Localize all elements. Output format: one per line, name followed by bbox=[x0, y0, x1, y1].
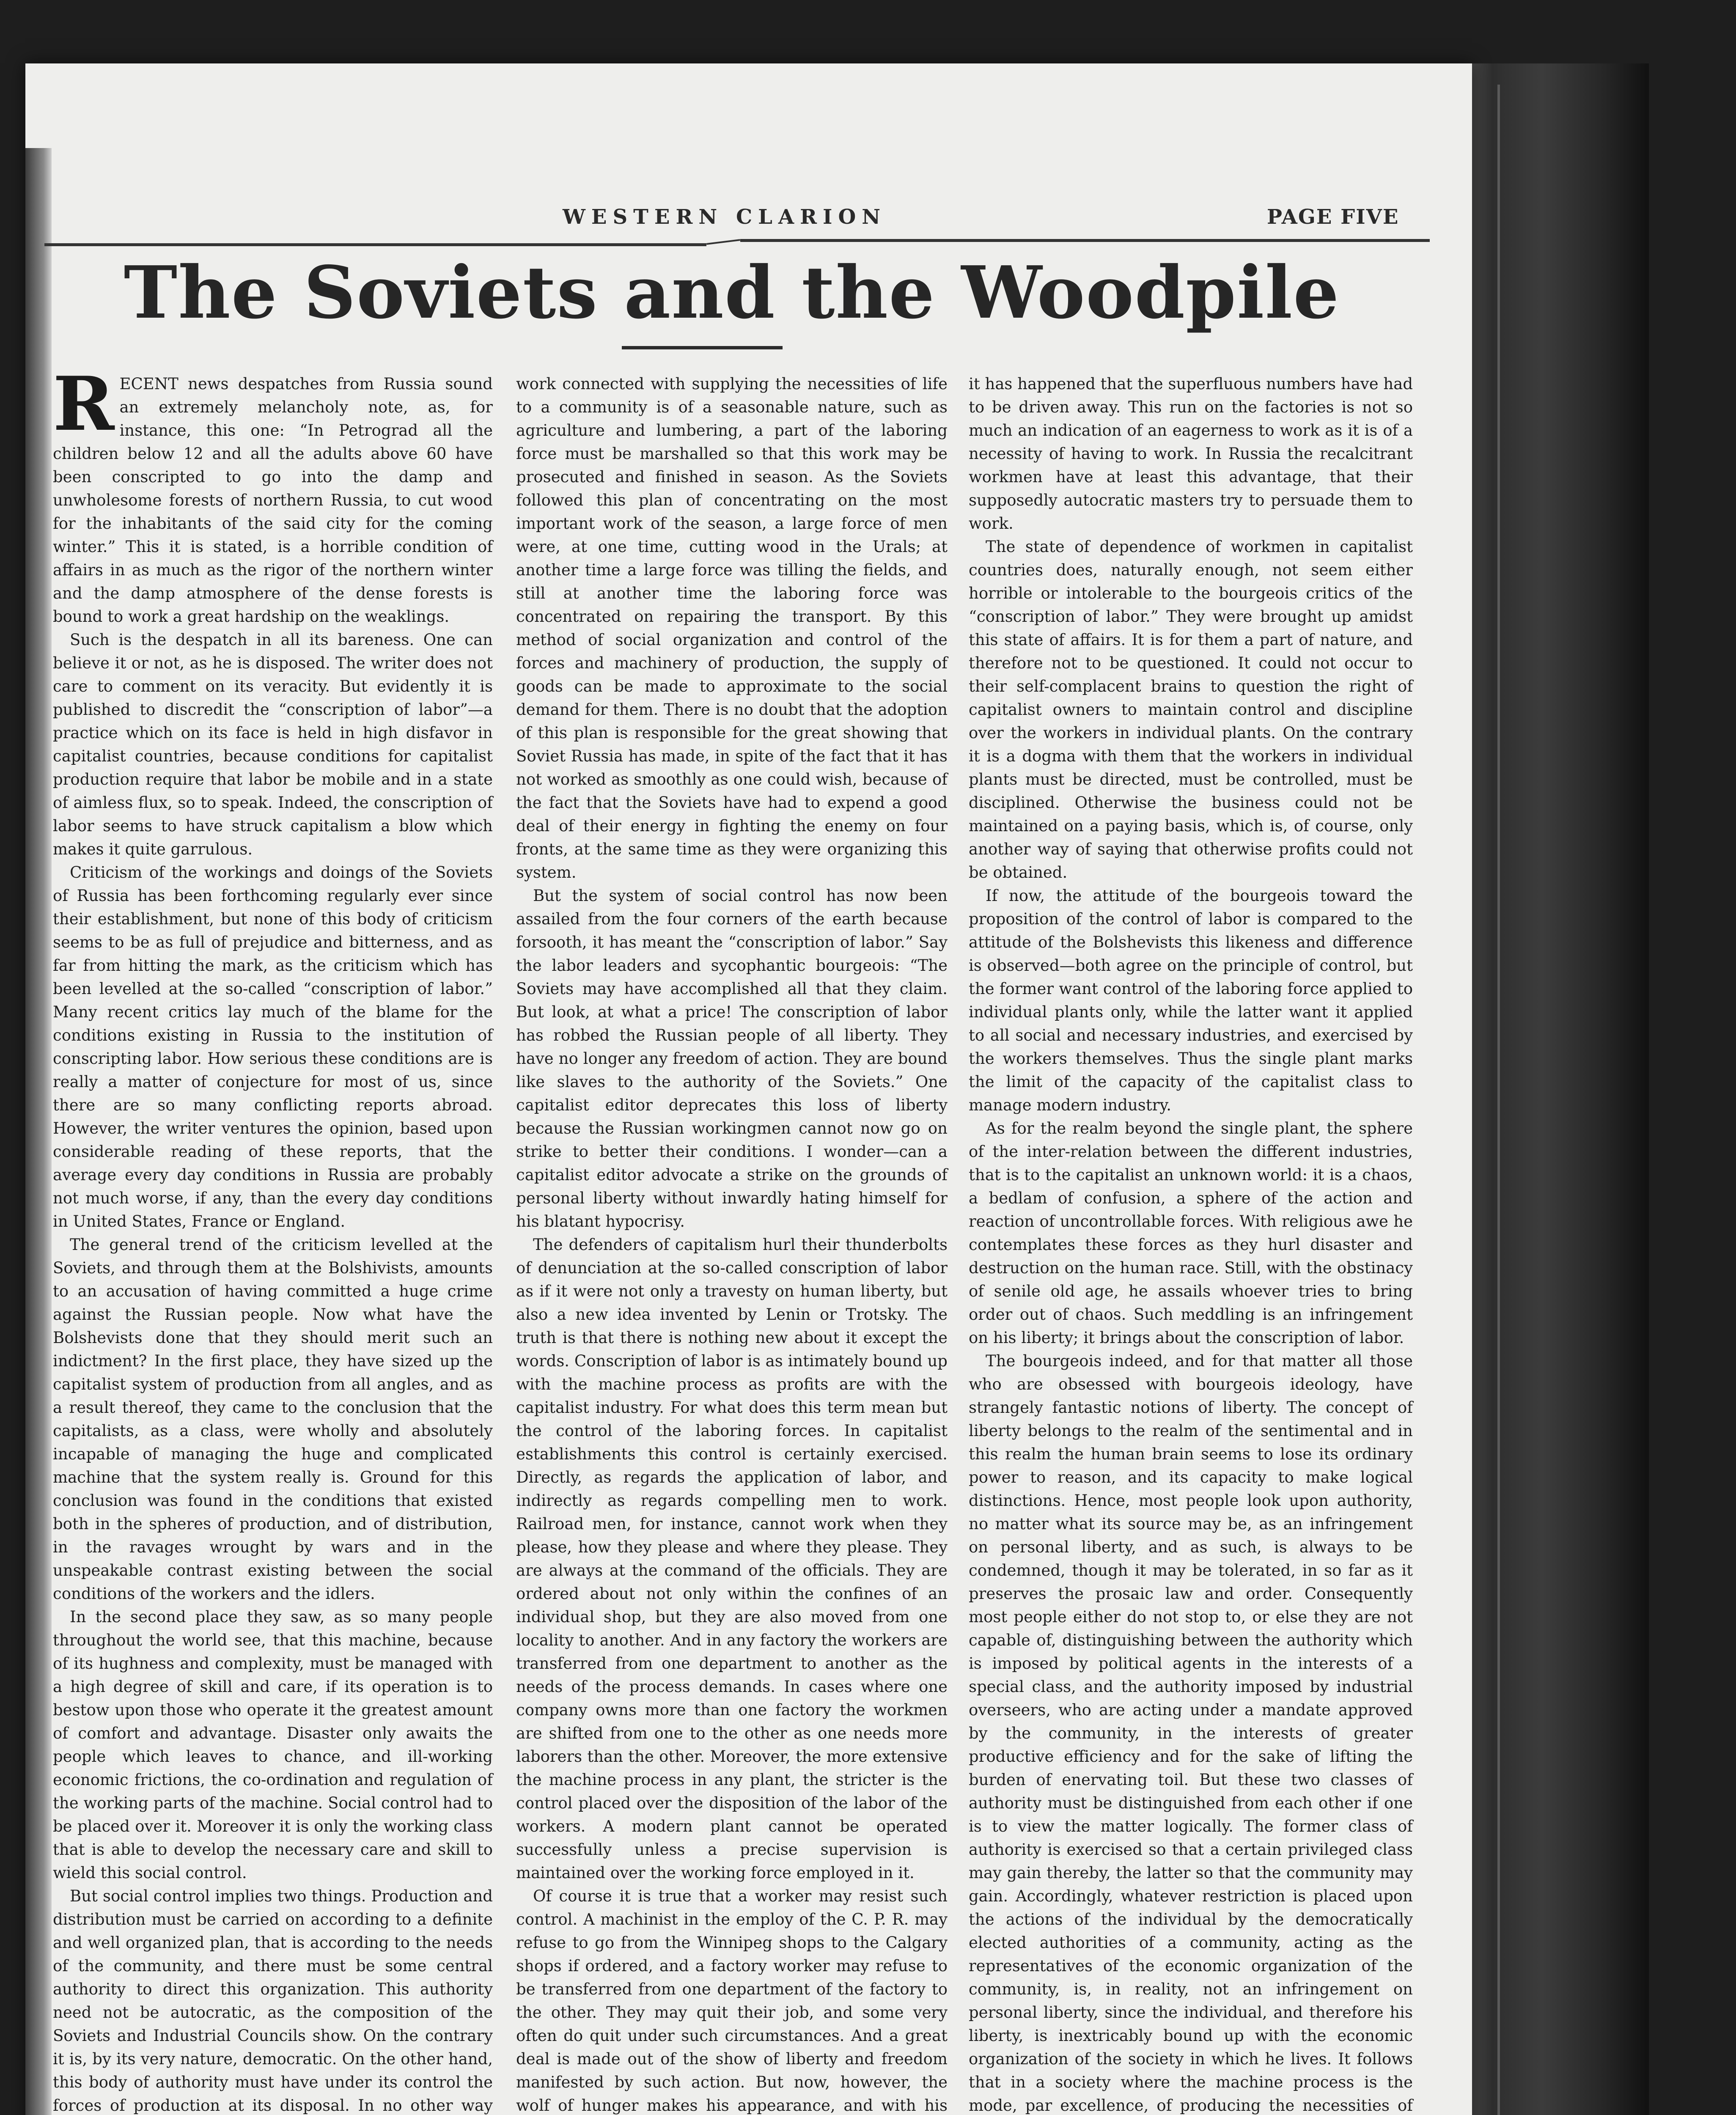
paragraph: Criticism of the workings and doings of the Soviets of Russia has been forthcoming regularly ever since their establishment, but none of this body of criticism seems to be as full of prejudice and bitterness, and as far from hitting the mark, as the criticism which has been levelled at the so-called “conscription of labor.” Many recent critics lay much of the blame for the conditions existing in Russia to the institution of conscripting labor. How serious these conditions are is really a matter of conjecture for most of us, since there are so many conflicting reports abroad. However, the writer ventures the opinion, based upon considerable reading of these reports, that the average every day conditions in Russia are probably not much worse, if any, than the every day conditions in United States, France or England. bbox=[53, 863, 493, 1231]
newspaper-page bbox=[25, 63, 1472, 2115]
paragraph: If now, the attitude of the bourgeois toward the proposition of the control of labor is compared to the attitude of the Bolshevists this likeness and difference is observed—both agree on the principle of control, but the former want control of the laboring force applied to individual plants only, while the latter want it applied to all social and necessary industries, and exercised by the workers themselves. Thus the single plant marks the limit of the capacity of the capitalist class to manage modern industry. bbox=[969, 887, 1413, 1114]
article-column-2 bbox=[516, 372, 948, 2115]
header-rule-join bbox=[706, 239, 740, 245]
paragraph: The bourgeois indeed, and for that matter all those who are obsessed with bourgeois ideology, have strangely fantastic notions of liberty. The concept of liberty belongs to the realm of the sentimental and in this realm the human brain seems to lose its ordinary power to reason, and its capacity to make logical distinctions. Hence, most people look upon authority, no matter what its source may be, as an infringement on personal liberty, and as such, is always to be condemned, though it may be tolerated, in so far as it preserves the prosaic law and order. Consequently most people either do not stop to, or else they are not capable of, distinguishing between the authority which is imposed by political agents in the interests of a special class, and the authority imposed by industrial overseers, who are acting under a mandate approved by the community, in the interests of greater productive efficiency and for the sake of lifting the burden of enervating toil. But these two classes of authority must be distinguished from each other if one is to view the matter logically. The former class of authority is exercised so that a certain privileged class may gain thereby, the latter so that the community may gain. Accordingly, whatever restriction is placed upon the actions of the individual by the democratically elected authorities of a community, acting as the representatives of the economic organization of the community, is, in reality, not an infringement on personal liberty, since the individual, and therefore his liberty, is inextricably bound up with the economic organization of the society in which he lives. It follows that in a society where the machine process is the mode, par excellence, of producing the necessities of bbox=[969, 1352, 1413, 2115]
paragraph: it has happened that the superfluous numbers have had to be driven away. This run on the factories is not so much an indication of an eagerness to work as it is of a necessity of having to work. In Russia the recalcitrant workmen have at least this advantage, that their supposedly autocratic masters try to persuade them to work. bbox=[969, 375, 1413, 533]
paragraph: Of course it is true that a worker may resist such control. A machinist in the employ of the C. P. R. may refuse to go from the Winnipeg shops to the Calgary shops if ordered, and a factory worker may refuse to be transferred from one department of the factory to the other. They may quit their job, and some very often do quit under such circumstances. And a great deal is made out of the show of liberty and freedom manifested by such action. But now, however, the wolf of hunger makes his appearance, and with his bbox=[516, 1887, 948, 2115]
header-rule-left bbox=[44, 243, 706, 246]
masthead-title: WESTERN CLARION bbox=[563, 205, 887, 229]
binding-edge bbox=[1497, 85, 1500, 2115]
paragraph: work connected with supplying the necessities of life to a community is of a seasonable nature, such as agriculture and lumbering, a part of the laboring force must be marshalled so that this work may be prosecuted and finished in season. As the Soviets followed this plan of concentrating on the most important work of the season, a large force of men were, at one time, cutting wood in the Urals; at another time a large force was tilling the fields, and still at another time the laboring force was concentrated on repairing the transport. By this method of social organization and control of the forces and machinery of production, the supply of goods can be made to approximate to the social demand for them. There is no doubt that the adoption of this plan is responsible for the great showing that Soviet Russia has made, in spite of the fact that it has not worked as smoothly as one could wish, because of the fact that the Soviets have had to expend a good deal of their energy in fighting the enemy on four fronts, at the same time as they were organizing this system. bbox=[516, 375, 948, 882]
paragraph-text: news despatches from Russia sound an extremely melancholy note, as, for instance, this one: “In Petrograd all the children below 12 and all the adults above 60 have been conscripted to go into the damp and unwholesome forests of northern Russia, to cut wood for the inhabitants of the said city for the coming winter.” This it is stated, is a horrible condition of affairs in as much as the rigor of the northern winter and the damp atmosphere of the dense forests is bound to work a great hardship on the weaklings. bbox=[53, 375, 493, 626]
article-headline: The Soviets and the Woodpile bbox=[124, 250, 1340, 335]
article-column-1 bbox=[53, 361, 493, 2115]
page-number-label: PAGE FIVE bbox=[1267, 205, 1399, 229]
article-column-3 bbox=[969, 372, 1413, 2115]
paragraph: The state of dependence of workmen in capitalist countries does, naturally enough, not seem either horrible or intolerable to the bourgeois critics of the “conscription of labor.” They were brought up amidst this state of affairs. It is for them a part of nature, and therefore not to be questioned. It could not occur to their self-complacent brains to question the right of capitalist owners to maintain control and discipline over the workers in individual plants. On the contrary it is a dogma with them that the workers in individual plants must be directed, must be controlled, must be disciplined. Otherwise the business could not be maintained on a paying basis, which is, of course, only another way of saying that otherwise profits could not be obtained. bbox=[969, 538, 1413, 882]
paragraph: Such is the despatch in all its bareness. One can believe it or not, as he is disposed. The writer does not care to comment on its veracity. But evidently it is published to discredit the “conscription of labor”—a practice which on its face is held in high disfavor in capitalist countries, because conditions for capitalist production require that labor be mobile and in a state of aimless flux, so to speak. Indeed, the conscription of labor seems to have struck capitalism a blow which makes it quite garrulous. bbox=[53, 631, 493, 858]
paragraph: But the system of social control has now been assailed from the four corners of the earth because forsooth, it has meant the “conscription of labor.” Say the labor leaders and sycophantic bourgeois: “The Soviets may have accomplished all that they claim. But look, at what a price! The conscription of labor has robbed the Russian people of all liberty. They have no longer any freedom of action. They are bound like slaves to the authority of the Soviets.” One capitalist editor deprecates this loss of liberty because the Russian workingmen cannot now go on strike to better their conditions. I wonder—can a capitalist editor advocate a strike on the grounds of personal liberty without inwardly hating himself for his blatant hypocrisy. bbox=[516, 887, 948, 1231]
paragraph: In the second place they saw, as so many people throughout the world see, that this machine, because of its hughness and complexity, must be managed with a high degree of skill and care, if its operation is to bestow upon those who operate it the greatest amount of comfort and advantage. Disaster only awaits the people which leaves to chance, and ill-working economic frictions, the co-ordination and regulation of the working parts of the machine. Social control had to be placed over it. Moreover it is only the working class that is able to develop the necessary care and skill to wield this social control. bbox=[53, 1608, 493, 1882]
headline-underline bbox=[622, 346, 783, 349]
paragraph bbox=[53, 361, 493, 628]
lead-in-caps: ECENT bbox=[119, 375, 179, 393]
drop-cap: R bbox=[53, 361, 115, 448]
page-spine-shadow bbox=[25, 148, 52, 2115]
paragraph: The defenders of capitalism hurl their thunderbolts of denunciation at the so-called conscription of labor as if it were not only a travesty on human liberty, but also a new idea invented by Lenin or Trotsky. The truth is that there is nothing new about it except the words. Conscription of labor is as intimately bound up with the machine process as profits are with the capitalist industry. For what does this term mean but the control of the laboring forces. In capitalist establishments this control is certainly exercised. Directly, as regards the application of labor, and indirectly as regards compelling men to work. Railroad men, for instance, cannot work when they please, how they please and where they please. They are always at the command of the officials. They are ordered about not only within the confines of an individual shop, but they are also moved from one locality to another. And in any factory the workers are transferred from one department to another as the needs of the process demands. In cases where one company owns more than one factory the workmen are shifted from one to the other as one needs more laborers than the other. Moreover, the more extensive the machine process in any plant, the stricter is the control placed over the disposition of the labor of the workers. A modern plant cannot be operated successfully unless a precise supervision is maintained over the working force employed in it. bbox=[516, 1236, 948, 1882]
header-rule-right bbox=[740, 239, 1430, 242]
paragraph: The general trend of the criticism levelled at the Soviets, and through them at the Bolshivists, amounts to an accusation of having committed a huge crime against the Russian people. Now what have the Bolshevists done that they should merit such an indictment? In the first place, they have sized up the capitalist system of production from all angles, and as a result thereof, they came to the conclusion that the capitalists, as a class, were wholly and absolutely incapable of managing the huge and complicated machine that the system really is. Ground for this conclusion was found in the conditions that existed both in the spheres of production, and of distribution, in the ravages wrought by wars and in the unspeakable contrast existing between the social conditions of the workers and the idlers. bbox=[53, 1236, 493, 1603]
paragraph: As for the realm beyond the single plant, the sphere of the inter-relation between the different industries, that is to the capitalist an unknown world: it is a chaos, a bedlam of confusion, a sphere of the action and reaction of uncontrollable forces. With religious awe he contemplates these forces as they hurl disaster and destruction on the human race. Still, with the obstinacy of senile old age, he assails whoever tries to bring order out of chaos. Such meddling is an infringement on his liberty; it brings about the conscription of labor. bbox=[969, 1119, 1413, 1347]
paragraph: But social control implies two things. Production and distribution must be carried on according to a definite and well organized plan, that is according to the needs of the community, and there must be some central authority to direct this organization. This authority need not be autocratic, as the composition of the Soviets and Industrial Councils show. On the contrary it is, by its very nature, democratic. On the other hand, this body of authority must have under its control the forces of production at its disposal. In no other way bbox=[53, 1887, 493, 2115]
